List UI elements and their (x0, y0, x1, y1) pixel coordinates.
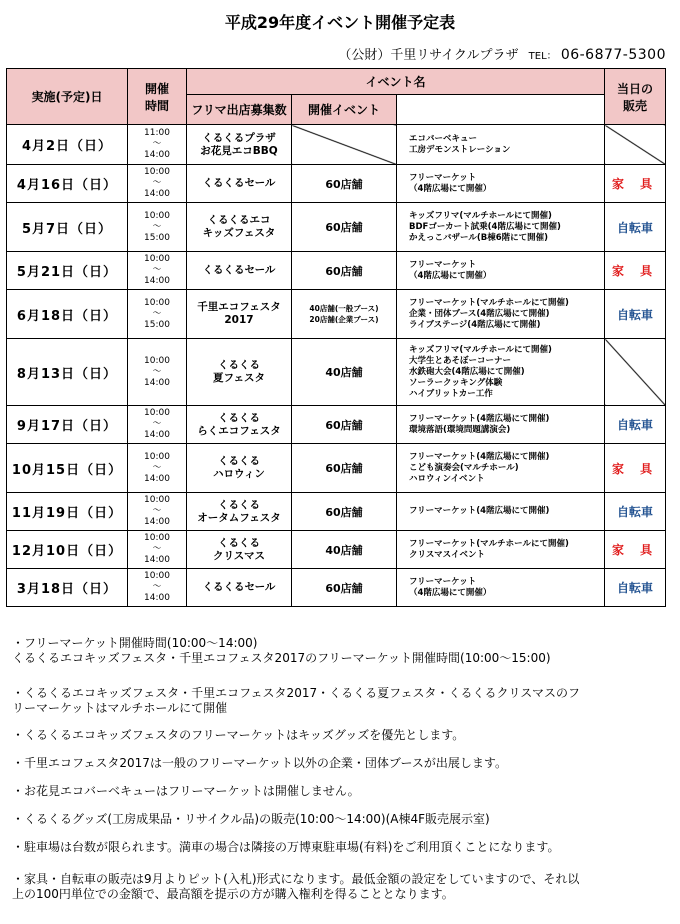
event-date: 5月21日（日） (7, 252, 128, 290)
event-name (187, 569, 292, 607)
event-date: 11月19日（日） (7, 493, 128, 531)
note-item (12, 728, 672, 743)
event-time-line: 10:00 (144, 167, 170, 177)
sale-label: 自転車 (617, 581, 654, 595)
event-name (187, 493, 292, 531)
sale-label: 自転車 (617, 220, 654, 235)
note-line: ・くるくるエコキッズフェスタのフリーマーケットはキッズグッズを優先とします。 (12, 728, 465, 742)
schedule-row (7, 165, 666, 203)
event-name-line: くるくる (218, 455, 260, 467)
event-name (187, 444, 292, 493)
event-detail-line: 企業・団体ブース(4階広場にて開催) (409, 308, 550, 319)
booth-count (292, 203, 397, 252)
tel-number: 06-6877-5300 (560, 47, 666, 63)
sale-label: 自転車 (617, 418, 654, 432)
event-date: 8月13日（日） (7, 339, 128, 406)
event-time-line: 10:00 (144, 571, 170, 581)
event-detail-line: （4階広場にて開催） (409, 587, 492, 598)
event-details (397, 252, 605, 290)
booth-count-line: 60店舗 (325, 462, 363, 475)
schedule-row (7, 569, 666, 607)
note-line: ・家具・自転車の販売は9月よりピット(入札)形式になります。最低金額の設定をしていますので、それ以 (12, 872, 580, 886)
event-detail-line: こども演奏会(マルチホール) (409, 462, 519, 473)
event-time (128, 406, 187, 444)
sale-label: 自転車 (617, 307, 654, 322)
event-details (397, 165, 605, 203)
event-details (397, 203, 605, 252)
event-name-line: くるくるセール (202, 581, 276, 593)
event-time (128, 569, 187, 607)
event-time (128, 125, 187, 165)
sale-item (605, 531, 666, 569)
event-time-line: 14:00 (144, 430, 170, 440)
event-detail-line: 工房デモンストレーション (409, 144, 511, 155)
schedule-row (7, 125, 666, 165)
event-time (128, 252, 187, 290)
event-time-line: 10:00 (144, 408, 170, 418)
event-detail-line: フリーマーケット (409, 576, 477, 587)
sale-item (605, 406, 666, 444)
event-name (187, 165, 292, 203)
event-detail-line: エコバーベキュー (409, 133, 478, 144)
note-item (12, 636, 672, 666)
event-time-line: 10:00 (144, 297, 170, 308)
event-name-line: 夏フェスタ (213, 372, 265, 384)
sale-item (605, 165, 666, 203)
event-date: 6月18日（日） (7, 290, 128, 339)
event-time-line: 10:00 (144, 210, 170, 221)
event-details (397, 406, 605, 444)
event-name-line: くるくるエコ (207, 214, 271, 226)
event-detail-line: BDFゴーカート試乗(4階広場にて開催) (409, 221, 561, 232)
event-time-line: 10:00 (144, 495, 170, 505)
event-time (128, 493, 187, 531)
event-time-line: ～ (152, 139, 162, 149)
event-time-line: 14:00 (144, 150, 170, 160)
event-time-line: 11:00 (144, 128, 170, 138)
event-name-line: クリスマス (212, 549, 266, 562)
booth-count-line: 40店舗(一般ブース) (309, 304, 379, 313)
event-time-line: ～ (152, 265, 162, 275)
event-time (128, 444, 187, 493)
event-details (397, 493, 605, 531)
schedule-row (7, 339, 666, 406)
event-name-line: くるくる (218, 498, 260, 511)
note-line: ・駐車場は台数が限られます。満車の場合は隣接の万博東駐車場(有料)をご利用頂くことになります。 (12, 840, 560, 854)
event-name-line: オータムフェスタ (197, 511, 281, 524)
tel-label: TEL： (528, 51, 557, 62)
event-detail-line: （4階広場にて開催） (409, 183, 492, 194)
event-details (397, 339, 605, 406)
event-time-line: 14:00 (144, 473, 170, 484)
booth-count (292, 493, 397, 531)
header-event-name: イベント名 (187, 69, 605, 95)
event-date: 12月10日（日） (7, 531, 128, 569)
event-name-line: くるくるセール (202, 177, 276, 189)
organization-line (338, 44, 666, 62)
event-detail-line: フリーマーケット(マルチホールにて開催) (409, 538, 569, 549)
event-detail-line: フリーマーケット(マルチホールにて開催) (409, 297, 569, 308)
booth-count (292, 339, 397, 406)
event-detail-line: 大学生とあそぼーコーナー (409, 355, 512, 366)
sale-item (605, 252, 666, 290)
event-time (128, 290, 187, 339)
event-time-line: ～ (152, 178, 162, 188)
event-name-line: らくエコフェスタ (197, 424, 281, 437)
event-name (187, 252, 292, 290)
booth-count-line: 60店舗 (325, 581, 363, 595)
organization-name: （公財）千里リサイクルプラザ (338, 48, 519, 63)
booth-count (292, 252, 397, 290)
sale-label: 家 具 (611, 264, 659, 278)
event-time (128, 165, 187, 203)
event-detail-line: 環境落語(環境問題講演会) (409, 424, 511, 435)
schedule-row (7, 531, 666, 569)
booth-count-line: 60店舗 (325, 505, 363, 519)
booth-count (292, 531, 397, 569)
event-name-line: くるくるプラザ (202, 131, 276, 144)
note-line: ・くるくるグッズ(工房成果品・リサイクル品)の販売(10:00～14:00)(A棟4F販売展示室) (12, 812, 490, 826)
event-detail-line: フリーマーケット (409, 172, 477, 183)
event-time-line: ～ (152, 221, 162, 232)
booth-count-line: 60店舗 (325, 418, 363, 432)
event-detail-line: キッズフリマ(マルチホールにて開催) (409, 210, 552, 221)
sale-item (605, 569, 666, 607)
note-item (12, 812, 672, 827)
event-details (397, 444, 605, 493)
event-details (397, 569, 605, 607)
sale-item (605, 444, 666, 493)
header-sale-label: 当日の 販売 (617, 81, 654, 113)
event-time-line: ～ (152, 582, 162, 592)
event-name-line: 2017 (224, 314, 254, 326)
event-name (187, 531, 292, 569)
note-line: ・お花見エコバーベキューはフリーマーケットは開催しません。 (12, 784, 360, 798)
header-time-label: 開催 時間 (144, 81, 169, 113)
event-detail-line: 水鉄砲大会(4階広場にて開催) (409, 366, 525, 377)
event-name-line: ハロウィン (213, 468, 265, 480)
schedule-row (7, 203, 666, 252)
schedule-row (7, 406, 666, 444)
note-line: ・フリーマーケット開催時間(10:00～14:00) (12, 636, 258, 650)
header-booths: フリマ出店募集数 (187, 95, 292, 125)
event-name (187, 290, 292, 339)
note-line: 上の100円単位での金額で、最高額を提示の方が購入権利を得ることとなります。 (12, 887, 454, 901)
booth-count (292, 569, 397, 607)
booth-count-line: 20店舗(企業ブース) (309, 315, 379, 324)
event-detail-line: フリーマーケット(4階広場にて開催) (409, 413, 550, 424)
note-item (12, 872, 672, 902)
event-time (128, 203, 187, 252)
header-events: 開催イベント (292, 95, 397, 125)
event-name (187, 125, 292, 165)
event-detail-line: フリーマーケット (409, 259, 477, 270)
header-sale (605, 69, 666, 125)
event-detail-line: フリーマーケット(4階広場にて開催) (409, 506, 550, 516)
event-details (397, 290, 605, 339)
booth-count-line: 40店舗 (325, 543, 363, 557)
event-detail-line: （4階広場にて開催） (409, 270, 492, 281)
booth-count (292, 406, 397, 444)
event-time (128, 531, 187, 569)
header-date: 実施(予定)日 (7, 69, 128, 125)
event-time-line: 10:00 (144, 355, 170, 366)
event-time-line: 15:00 (144, 232, 170, 243)
event-date: 4月16日（日） (7, 165, 128, 203)
note-item (12, 756, 672, 771)
event-time-line: ～ (152, 366, 162, 377)
booth-count (292, 290, 397, 339)
booth-count-line: 40店舗 (325, 366, 363, 379)
event-detail-line: かえっこバザール(B棟6階にて開催) (409, 232, 548, 243)
event-time-line: 10:00 (144, 533, 170, 543)
event-name-line: くるくる (218, 359, 260, 371)
event-detail-line: ライブステージ(4階広場にて開催) (409, 319, 541, 330)
booth-count (292, 444, 397, 493)
event-time-line: ～ (152, 308, 162, 319)
event-time-line: ～ (152, 462, 162, 473)
schedule-row (7, 493, 666, 531)
event-name-line: キッズフェスタ (202, 227, 276, 239)
note-line: ・くるくるエコキッズフェスタ・千里エコフェスタ2017・くるくる夏フェスタ・くるくるクリスマスのフ (12, 686, 581, 700)
event-time-line: 14:00 (144, 593, 170, 603)
event-time-line: ～ (152, 506, 162, 516)
event-name (187, 203, 292, 252)
schedule-table (6, 68, 666, 607)
booth-count (292, 165, 397, 203)
event-name-line: 千里エコフェスタ (197, 301, 281, 313)
event-detail-line: クリスマスイベント (409, 549, 485, 560)
event-date: 4月2日（日） (7, 125, 128, 165)
schedule-row (7, 444, 666, 493)
event-name-line: くるくるセール (202, 264, 276, 276)
event-date: 9月17日（日） (7, 406, 128, 444)
note-line: ・千里エコフェスタ2017は一般のフリーマーケット以外の企業・団体ブースが出展します。 (12, 756, 507, 770)
event-detail-line: ソーラークッキング体験 (409, 377, 503, 388)
sale-item (605, 125, 666, 165)
sale-label: 家 具 (611, 461, 659, 476)
sale-label: 家 具 (611, 543, 659, 557)
sale-item (605, 203, 666, 252)
event-detail-line: ハロウィンイベント (409, 473, 485, 484)
event-time-line: 15:00 (144, 319, 170, 330)
event-time-line: 14:00 (144, 189, 170, 199)
event-date: 5月7日（日） (7, 203, 128, 252)
event-name-line: くるくる (218, 411, 260, 424)
sale-item (605, 290, 666, 339)
event-time-line: 14:00 (144, 377, 170, 388)
booth-count-line: 60店舗 (325, 221, 363, 234)
event-date: 10月15日（日） (7, 444, 128, 493)
event-detail-line: ハイブリットカー工作 (409, 388, 493, 399)
event-time-line: 10:00 (144, 254, 170, 264)
event-time-line: 14:00 (144, 276, 170, 286)
sale-label: 自転車 (617, 505, 654, 519)
schedule-row (7, 252, 666, 290)
booth-count (292, 125, 397, 165)
event-detail-line: フリーマーケット(4階広場にて開催) (409, 451, 550, 462)
schedule-row (7, 290, 666, 339)
event-time-line: 10:00 (144, 451, 170, 462)
sale-item (605, 493, 666, 531)
booth-count-line: 60店舗 (325, 177, 363, 191)
event-name-line: お花見エコBBQ (200, 144, 278, 157)
event-date: 3月18日（日） (7, 569, 128, 607)
note-item (12, 686, 672, 716)
event-time-line: 14:00 (144, 517, 170, 527)
note-line: くるくるエコキッズフェスタ・千里エコフェスタ2017のフリーマーケット開催時間(10:00～15:00) (12, 651, 551, 665)
event-name-line: くるくる (218, 536, 260, 549)
header-time (128, 69, 187, 125)
event-name (187, 339, 292, 406)
page-title: 平成29年度イベント開催予定表 (224, 13, 456, 32)
event-details (397, 125, 605, 165)
sale-label: 家 具 (611, 177, 659, 191)
note-line: リーマーケットはマルチホールにて開催 (12, 701, 228, 715)
note-item (12, 840, 672, 855)
event-time-line: ～ (152, 544, 162, 554)
event-time-line: 14:00 (144, 555, 170, 565)
note-item (12, 784, 672, 799)
event-time-line: ～ (152, 419, 162, 429)
booth-count-line: 60店舗 (325, 264, 363, 278)
event-detail-line: キッズフリマ(マルチホールにて開催) (409, 344, 552, 355)
event-name (187, 406, 292, 444)
event-time (128, 339, 187, 406)
sale-item (605, 339, 666, 406)
event-details (397, 531, 605, 569)
